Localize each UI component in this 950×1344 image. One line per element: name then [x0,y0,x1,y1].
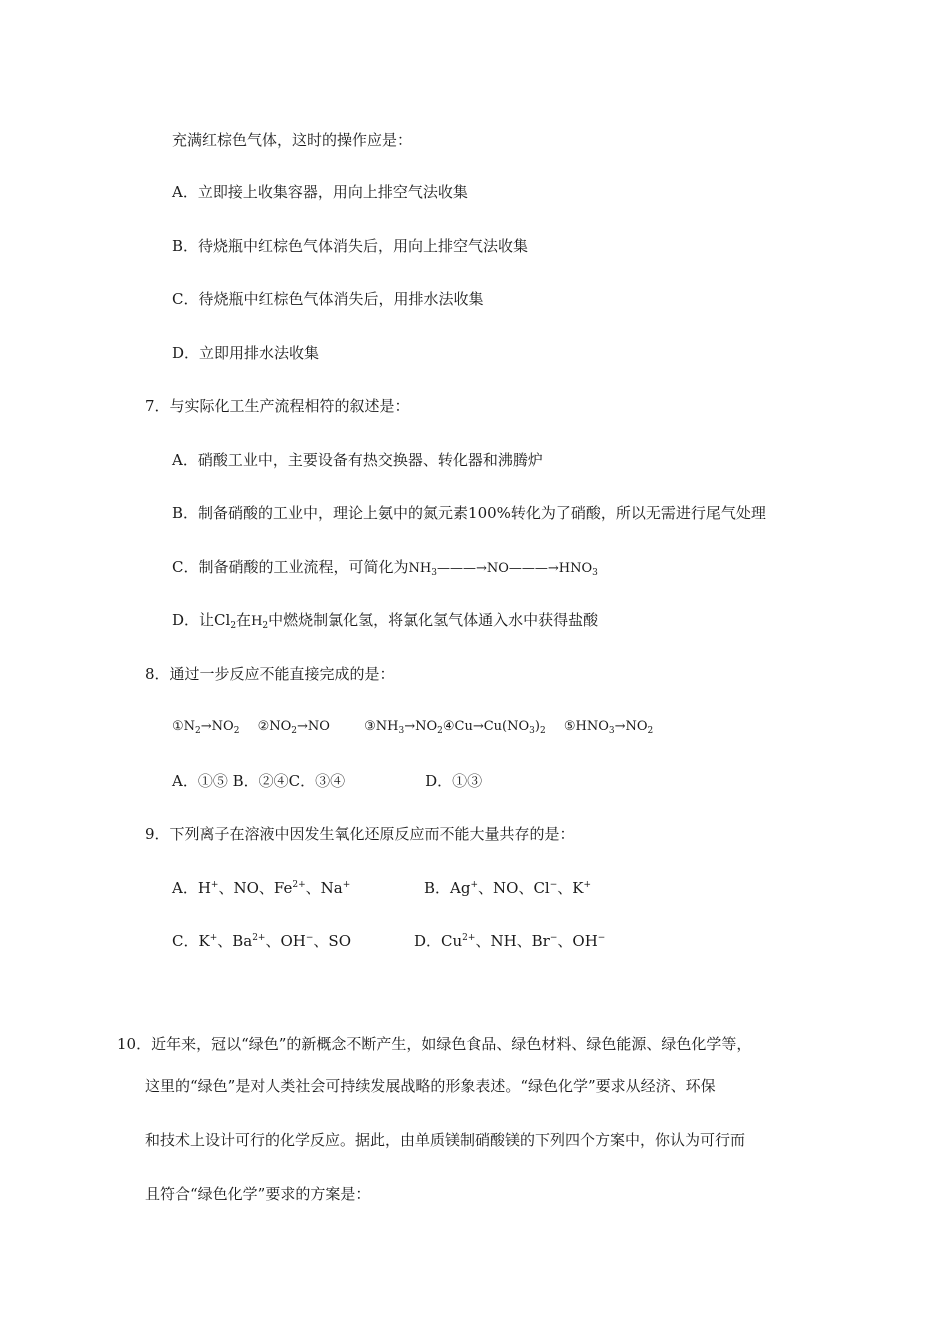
q7-option-d [172,610,598,632]
q8-item-5: $⑤HNO_3\to NO_2$ [563,719,654,736]
q6-option-c: C．待烧瓶中红棕色气体消失后，用排水法收集 [172,290,484,308]
q9-option-c: C．K+、$Ba^{2+}$、OH−、SO [172,932,351,950]
q8-item-4: $④Cu\to Cu(NO_3)_2$ [442,719,546,736]
q7-stem: 7．与实际化工生产流程相符的叙述是： [145,397,410,415]
q8-item-3: $③NH_3\to NO_2$ [364,719,443,736]
subscript: 2 [262,621,269,631]
q8-option-d: D．①③ [425,772,483,790]
q9-option-b: B．Ag+、NO、Cl−、K+ [424,879,592,897]
q9-stem: 9．下列离子在溶液中因发生氧化还原反应而不能大量共存的是： [145,825,575,843]
formula-cl: Cl [214,611,231,629]
q8-item-2: $②NO_2\to NO$ [257,719,330,736]
q8-options-abc: A．①⑤ B．②④C．③④ [172,772,346,790]
q10-line-2: 这里的“绿色”是对人类社会可持续发展战略的形象表述。“绿色化学”要求从经济、环保 [145,1077,716,1095]
q6-option-a: A．立即接上收集容器，用向上排空气法收集 [172,183,468,201]
subscript: 3 [431,568,437,578]
q10-line-4: 且符合“绿色化学”要求的方案是： [145,1185,371,1203]
arrow-icon: ———→ [436,561,487,576]
formula-h: H [251,614,263,629]
subscript: 3 [592,568,598,578]
q7-option-a: A．硝酸工业中，主要设备有热交换器、转化器和沸腾炉 [172,451,543,469]
formula-no: NO [486,561,509,576]
q9-option-d: D．$Cu^{2+}$、NH、Br−、OH− [414,932,606,950]
q9-option-a: A．H+、NO、$Fe^{2+}$、Na+ [172,879,351,897]
formula-hno3: HNO [558,561,593,576]
q10-line-1: 10．近年来，冠以“绿色”的新概念不断产生，如绿色食品、绿色材料、绿色能源、绿色化学等， [117,1035,752,1053]
formula-nh3: NH [408,561,432,576]
q7-d-mid: 在 [236,611,252,629]
arrow-icon: ———→ [508,561,559,576]
q8-stem: 8．通过一步反应不能直接完成的是： [145,665,395,683]
q7-option-b: B．制备硝酸的工业中，理论上氨中的氮元素100%转化为了硝酸，所以无需进行尾气处理 [172,504,766,522]
q10-line-3: 和技术上设计可行的化学反应。据此，由单质镁制硝酸镁的下列四个方案中，你认为可行而 [145,1131,746,1149]
q7-d-prefix: D．让 [172,611,215,629]
q7-d-suffix: 中燃烧制氯化氢，将氯化氢气体通入水中获得盐酸 [268,611,599,629]
q8-items [172,717,653,737]
q6-option-d: D．立即用排水法收集 [172,344,320,362]
q6-continuation: 充满红棕色气体，这时的操作应是： [172,131,413,149]
q8-options [172,771,482,791]
q8-item-1: $①N_2\to NO_2$ [172,719,240,736]
q7-option-c [172,557,598,579]
q7-c-prefix: C．制备硝酸的工业流程，可简化为 [172,558,409,576]
q6-option-b: B．待烧瓶中红棕色气体消失后，用向上排空气法收集 [172,237,529,255]
q7-c-formula [408,561,597,576]
subscript: 2 [230,621,237,631]
